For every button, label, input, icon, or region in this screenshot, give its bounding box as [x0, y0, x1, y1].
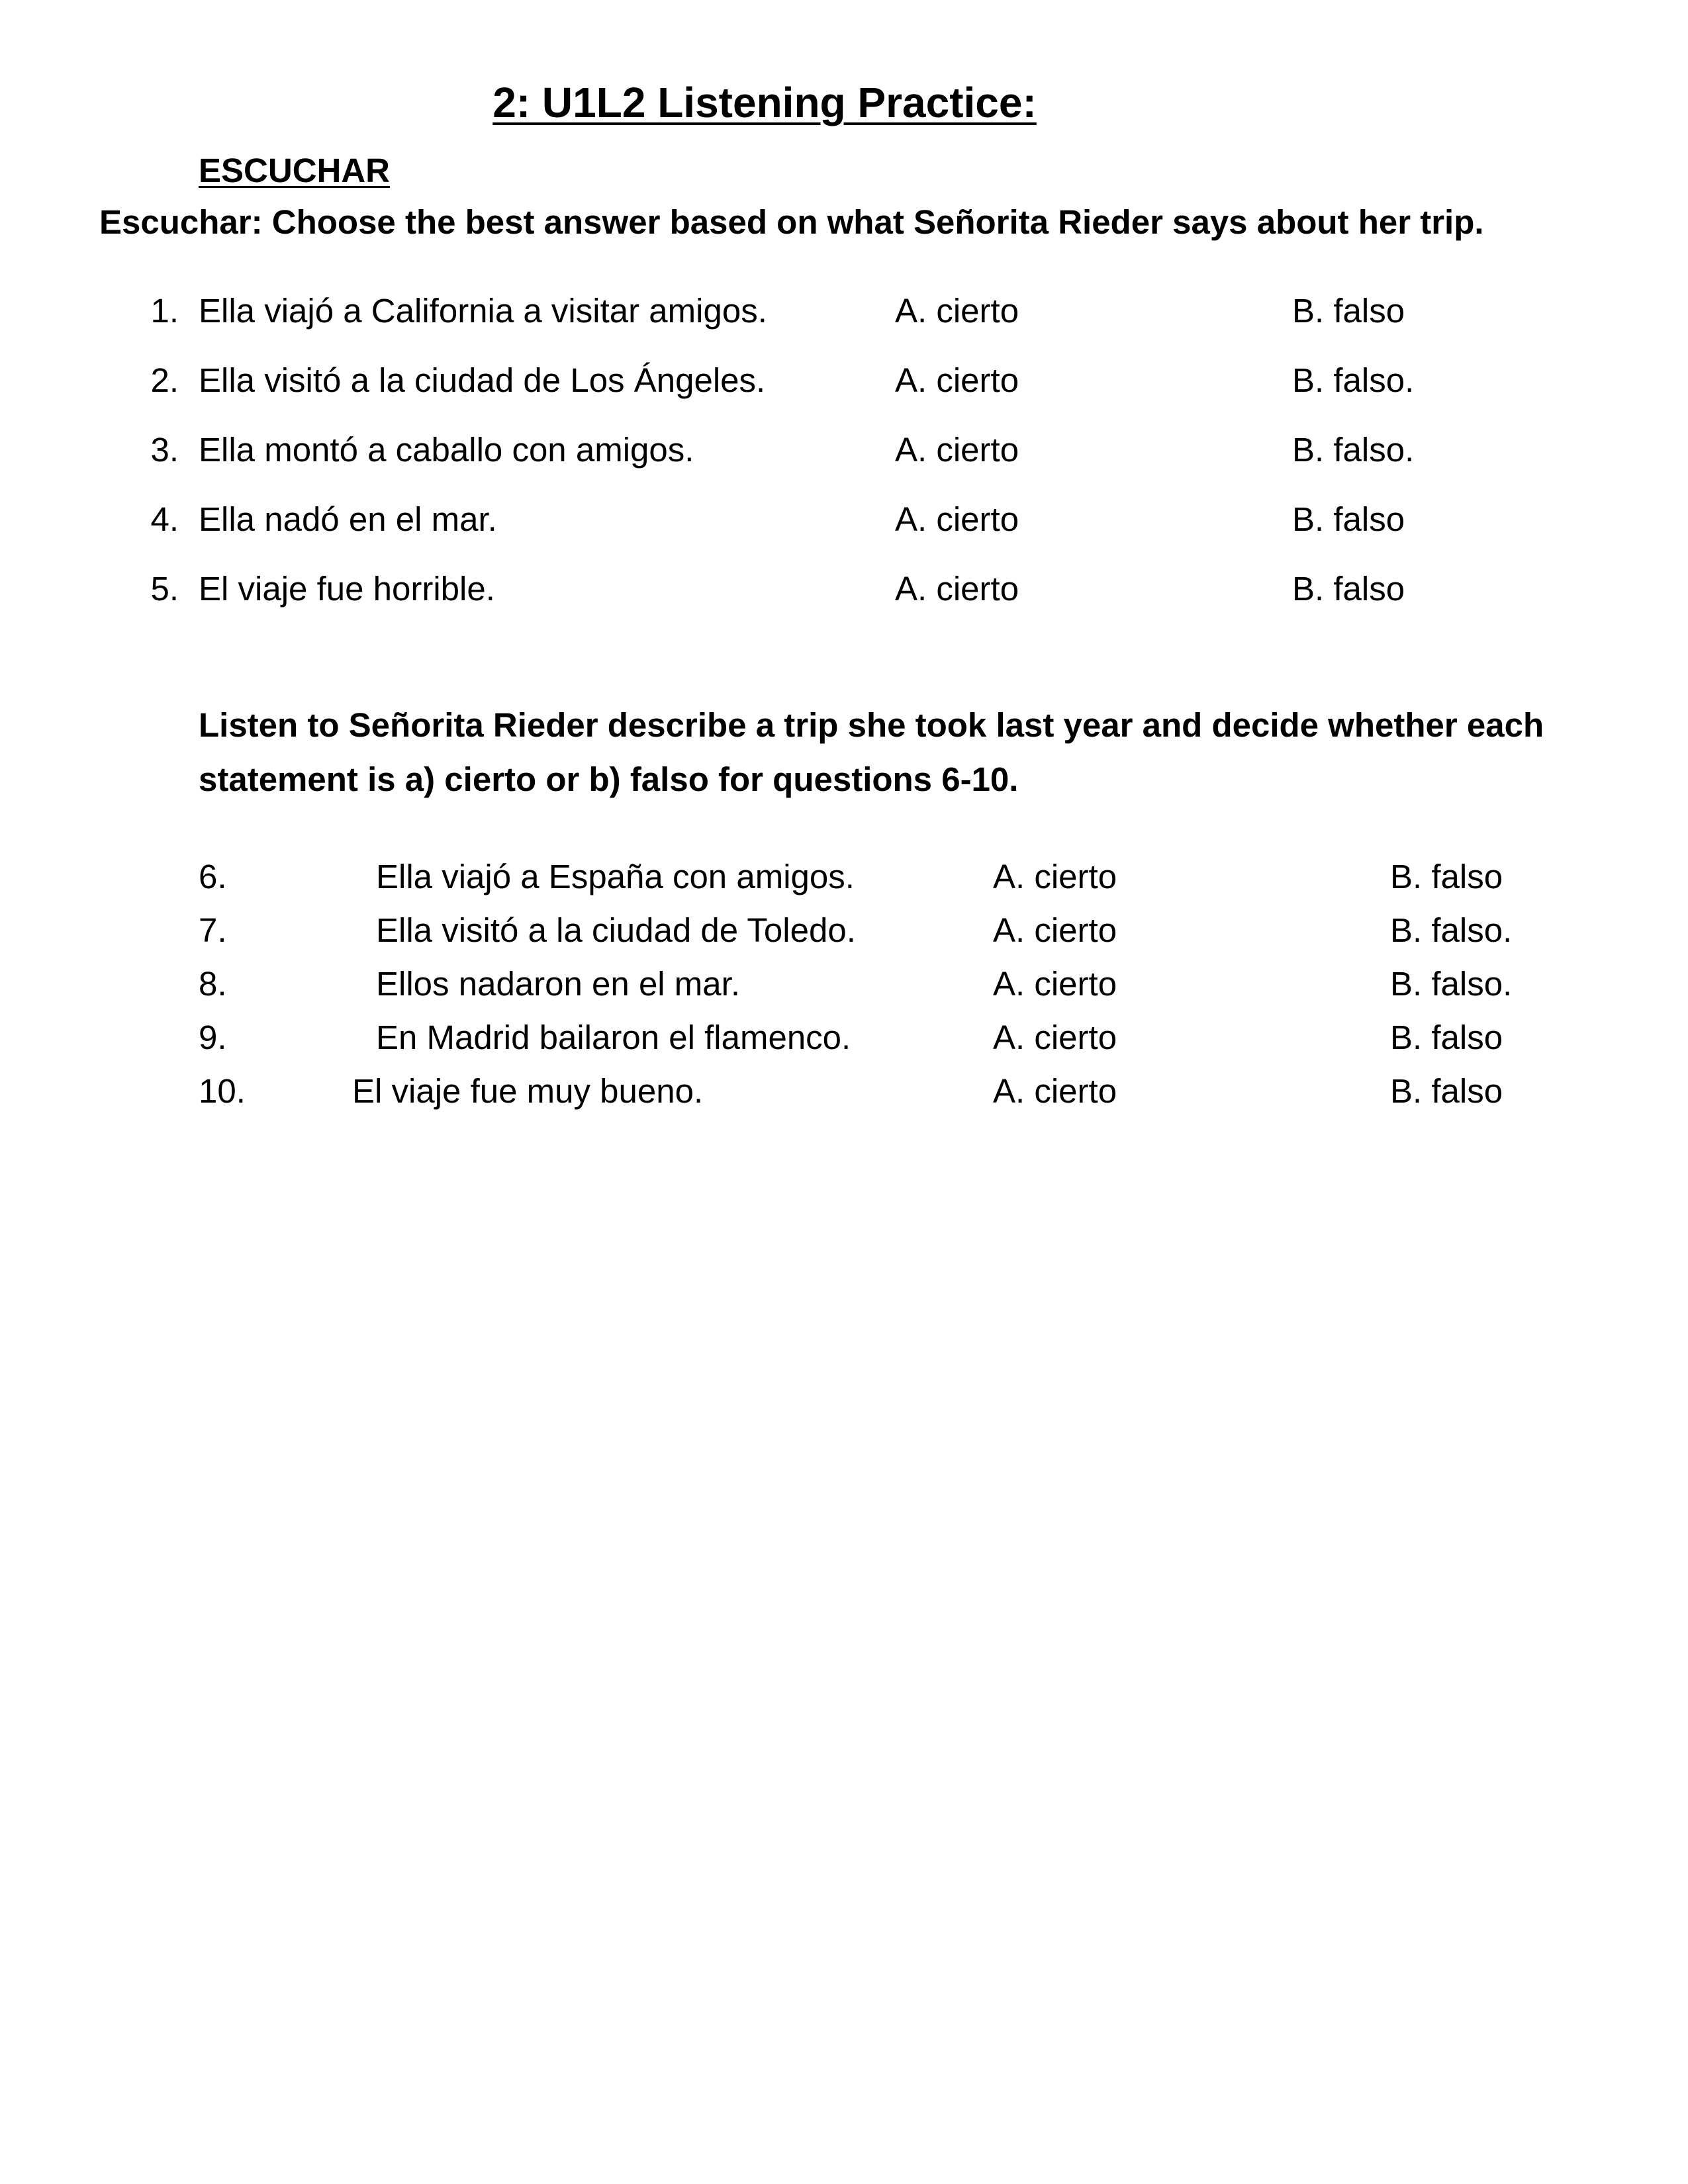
- page-title: 2: U1L2 Listening Practice:: [492, 79, 1037, 126]
- option-b: B. falso: [1390, 1019, 1503, 1056]
- question-statement: Ella viajó a España con amigos.: [376, 858, 855, 895]
- question-statement: El viaje fue horrible.: [199, 570, 495, 608]
- question-statement: Ellos nadaron en el mar.: [376, 965, 740, 1003]
- part2-instructions: Listen to Señorita Rieder describe a trip she took last year and decide whether each statement is a) cierto or b) falso for questions 6-10.: [199, 706, 1544, 798]
- option-a: A. cierto: [993, 1019, 1117, 1056]
- question-statement: En Madrid bailaron el flamenco.: [376, 1019, 851, 1056]
- question-statement: Ella viajó a California a visitar amigos.: [199, 292, 767, 330]
- question-number: 8.: [199, 965, 227, 1003]
- option-b: B. falso.: [1292, 431, 1415, 469]
- option-a: A. cierto: [993, 965, 1117, 1003]
- option-a: A. cierto: [993, 911, 1117, 949]
- question-number: 2.: [150, 361, 179, 399]
- option-b: B. falso: [1292, 292, 1405, 330]
- question-number: 5.: [150, 570, 179, 608]
- question-statement: El viaje fue muy bueno.: [352, 1072, 704, 1110]
- question-statement: Ella visitó a la ciudad de Los Ángeles.: [199, 361, 766, 399]
- option-b: B. falso.: [1390, 911, 1513, 949]
- section-heading: ESCUCHAR: [199, 152, 391, 189]
- option-b: B. falso: [1292, 500, 1405, 538]
- question-number: 6.: [199, 858, 227, 895]
- question-number: 9.: [199, 1019, 227, 1056]
- question-statement: Ella nadó en el mar.: [199, 500, 497, 538]
- question-number: 4.: [150, 500, 179, 538]
- option-a: A. cierto: [895, 431, 1019, 469]
- option-b: B. falso: [1390, 1072, 1503, 1110]
- instructions: Escuchar: Choose the best answer based on what Señorita Rieder says about her trip.: [99, 203, 1484, 241]
- option-a: A. cierto: [895, 570, 1019, 608]
- option-a: A. cierto: [993, 1072, 1117, 1110]
- question-number: 3.: [150, 431, 179, 469]
- option-b: B. falso: [1390, 858, 1503, 895]
- option-b: B. falso: [1292, 570, 1405, 608]
- option-a: A. cierto: [895, 361, 1019, 399]
- question-statement: Ella montó a caballo con amigos.: [199, 431, 694, 469]
- question-number: 10.: [199, 1072, 246, 1110]
- option-a: A. cierto: [993, 858, 1117, 895]
- option-b: B. falso.: [1390, 965, 1513, 1003]
- question-number: 7.: [199, 911, 227, 949]
- option-b: B. falso.: [1292, 361, 1415, 399]
- option-a: A. cierto: [895, 500, 1019, 538]
- question-number: 1.: [150, 292, 179, 330]
- question-statement: Ella visitó a la ciudad de Toledo.: [376, 911, 856, 949]
- option-a: A. cierto: [895, 292, 1019, 330]
